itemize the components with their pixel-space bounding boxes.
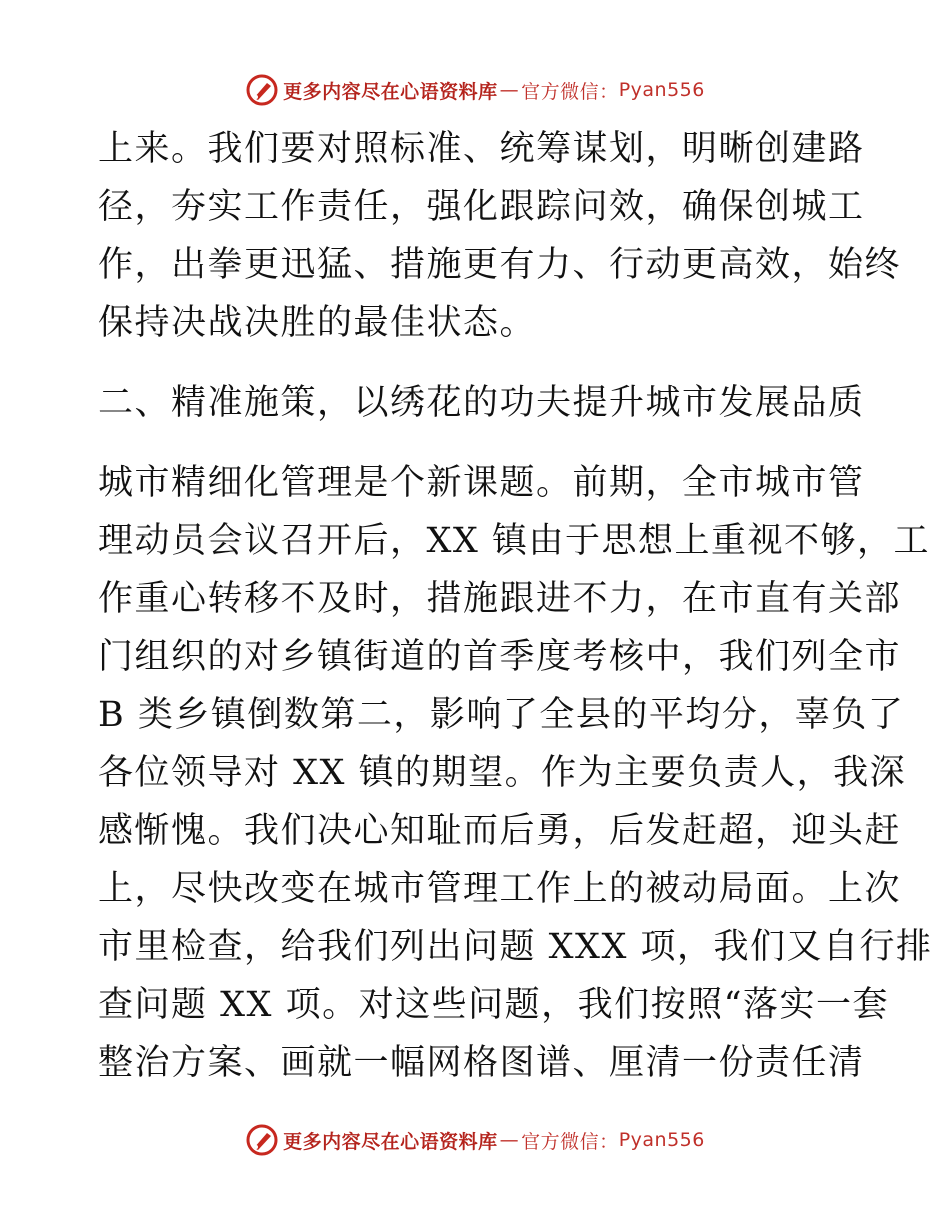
text-line: 上来。我们要对照标准、统筹谋划，明晰创建路 xyxy=(98,129,865,169)
banner-wechat-label: 官方微信： xyxy=(521,80,619,103)
text-line: 整治方案、画就一幅网格图谱、厘清一份责任清 xyxy=(98,1043,865,1083)
banner-dash: — xyxy=(499,1129,520,1151)
document-body xyxy=(98,120,933,1092)
text-line: 感惭愧。我们决心知耻而后勇，后发赶超，迎头赶 xyxy=(98,811,902,851)
text-line: 作，出拳更迅猛、措施更有力、行动更高效，始终 xyxy=(98,245,902,285)
text-line: 市里检查，给我们列出问题 XXX 项，我们又自行排 xyxy=(98,927,933,967)
banner-dash: — xyxy=(499,79,520,101)
text-line: 门组织的对乡镇街道的首季度考核中，我们列全市 xyxy=(98,637,902,677)
banner-main-text: 更多内容尽在心语资料库 xyxy=(283,1130,498,1153)
section-heading: 二、精准施策，以绣花的功夫提升城市发展品质 xyxy=(98,383,865,423)
text-line: 径，夯实工作责任，强化跟踪问效，确保创城工 xyxy=(98,187,865,227)
text-line: 保持决战决胜的最佳状态。 xyxy=(98,303,537,343)
paragraph-2 xyxy=(98,454,933,1092)
text-line: 查问题 XX 项。对这些问题，我们按照“落实一套 xyxy=(98,985,889,1025)
text-line: 各位领导对 XX 镇的期望。作为主要负责人，我深 xyxy=(98,753,907,793)
pen-logo-icon xyxy=(245,1123,279,1157)
banner-wechat-id: Pyan556 xyxy=(618,1129,705,1151)
paragraph-1 xyxy=(98,120,902,352)
pen-logo-icon xyxy=(245,73,279,107)
text-line: 城市精细化管理是个新课题。前期，全市城市管 xyxy=(98,463,865,503)
text-line: B 类乡镇倒数第二，影响了全县的平均分，辜负了 xyxy=(98,695,905,735)
banner-wechat-id: Pyan556 xyxy=(618,79,705,101)
footer-banner xyxy=(0,1120,950,1160)
header-banner xyxy=(0,70,950,110)
banner-main-text: 更多内容尽在心语资料库 xyxy=(283,80,498,103)
text-line: 理动员会议召开后，XX 镇由于思想上重视不够，工 xyxy=(98,521,930,561)
banner-wechat-label: 官方微信： xyxy=(521,1130,619,1153)
text-line: 作重心转移不及时，措施跟进不力，在市直有关部 xyxy=(98,579,902,619)
text-line: 上，尽快改变在城市管理工作上的被动局面。上次 xyxy=(98,869,902,909)
